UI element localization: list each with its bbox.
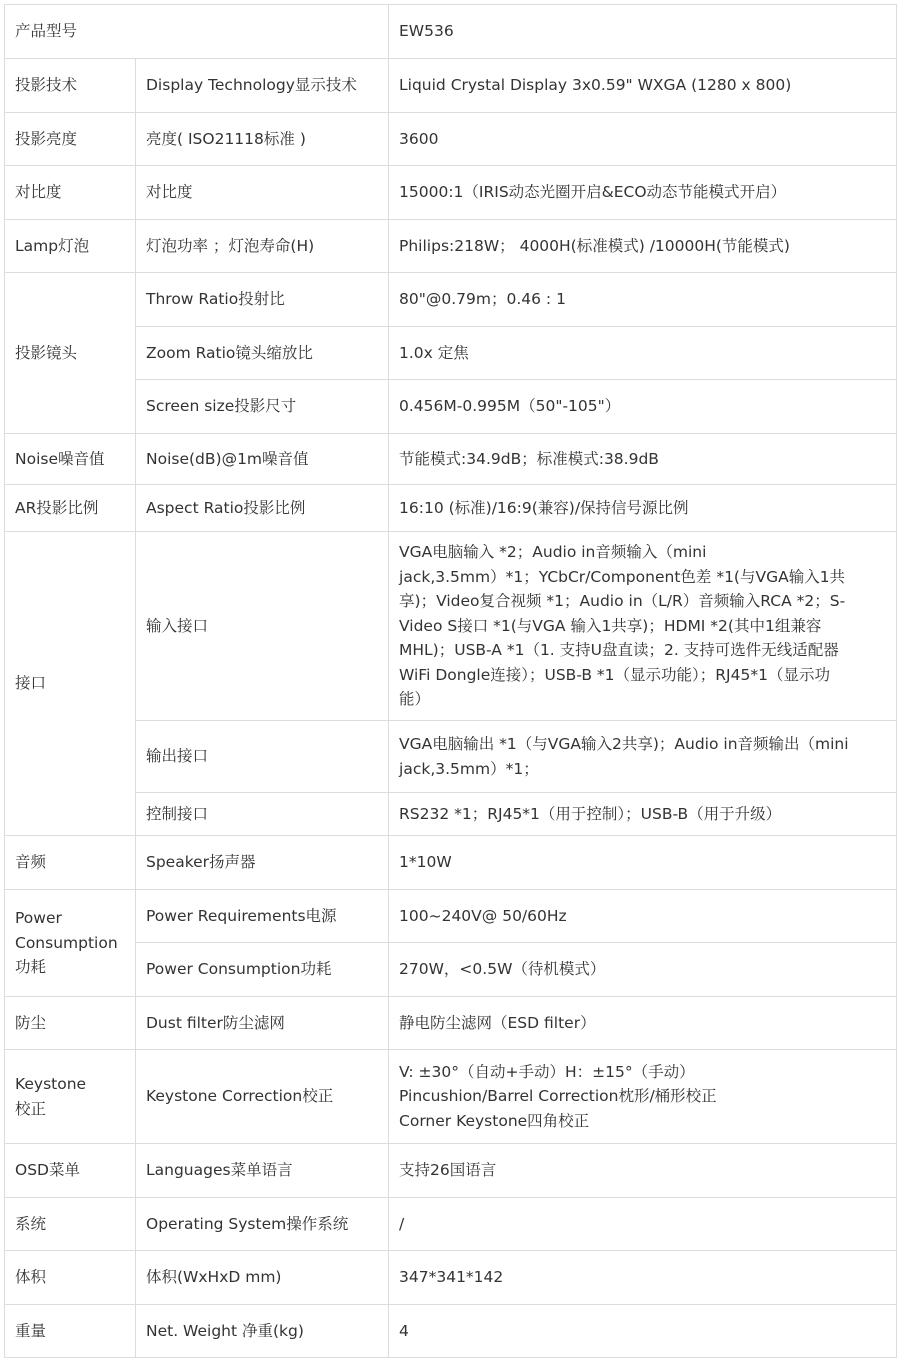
row-value: Liquid Crystal Display 3x0.59" WXGA (1280 x 800)	[389, 59, 897, 113]
table-row	[5, 220, 897, 273]
row-item: Keystone Correction校正	[136, 1050, 389, 1144]
row-item: Display Technology显示技术	[136, 59, 389, 113]
table-row	[5, 1305, 897, 1358]
table-row	[5, 943, 897, 997]
row-item: Languages菜单语言	[136, 1144, 389, 1198]
row-value: 80"@0.79m；0.46 : 1	[389, 273, 897, 327]
row-value: Philips:218W； 4000H(标准模式) /10000H(节能模式)	[389, 220, 897, 273]
row-value: 347*341*142	[389, 1251, 897, 1305]
row-category: 投影镜头	[5, 273, 136, 434]
table-row	[5, 997, 897, 1050]
row-item: Power Consumption功耗	[136, 943, 389, 997]
row-category: 防尘	[5, 997, 136, 1050]
row-category: OSD菜单	[5, 1144, 136, 1198]
table-row	[5, 836, 897, 890]
row-item: 输入接口	[136, 532, 389, 721]
row-value: V: ±30°（自动+手动）H：±15°（手动） Pincushion/Barrel Correction枕形/桶形校正 Corner Keystone四角校正	[389, 1050, 897, 1144]
table-row	[5, 59, 897, 113]
row-category: 系统	[5, 1198, 136, 1251]
row-category: Noise噪音值	[5, 434, 136, 485]
row-category: 接口	[5, 532, 136, 836]
row-value: RS232 *1；RJ45*1（用于控制）；USB-B（用于升级）	[389, 793, 897, 836]
table-row	[5, 890, 897, 943]
table-row	[5, 380, 897, 434]
row-item: Speaker扬声器	[136, 836, 389, 890]
row-category: Keystone 校正	[5, 1050, 136, 1144]
row-item: Net. Weight 净重(kg)	[136, 1305, 389, 1358]
row-value: /	[389, 1198, 897, 1251]
table-row	[5, 721, 897, 793]
row-value: VGA电脑输入 *2；Audio in音频输入（mini jack,3.5mm）*1；YCbCr/Component色差 *1(与VGA输入1共 享)；Video复合视频 *1；Audio in（L/R）音频输入RCA *2；S- Video S接口 *1(与VGA 输入1共享)；HDMI *2(其中1组兼容 MHL)；USB-A *1（1. 支持U盘直读；2. 支持可选件无线适配器 WiFi Dongle连接）；USB-B *1（显示功能）；RJ45*1（显示功 能）	[389, 532, 897, 721]
row-value: 支持26国语言	[389, 1144, 897, 1198]
table-row	[5, 485, 897, 532]
row-item: Dust filter防尘滤网	[136, 997, 389, 1050]
row-item: Zoom Ratio镜头缩放比	[136, 327, 389, 380]
row-value: 节能模式:34.9dB；标准模式:38.9dB	[389, 434, 897, 485]
table-row	[5, 1198, 897, 1251]
row-item: Operating System操作系统	[136, 1198, 389, 1251]
row-category: Power Consumption 功耗	[5, 890, 136, 997]
row-value: 1.0x 定焦	[389, 327, 897, 380]
table-row	[5, 434, 897, 485]
row-category: 投影技术	[5, 59, 136, 113]
spec-table	[4, 4, 897, 1358]
row-item: Throw Ratio投射比	[136, 273, 389, 327]
row-value: 静电防尘滤网（ESD filter）	[389, 997, 897, 1050]
row-category: Lamp灯泡	[5, 220, 136, 273]
table-row	[5, 1144, 897, 1198]
row-item: Power Requirements电源	[136, 890, 389, 943]
row-item: Noise(dB)@1m噪音值	[136, 434, 389, 485]
row-item: Screen size投影尺寸	[136, 380, 389, 434]
row-value: 4	[389, 1305, 897, 1358]
row-value: EW536	[389, 5, 897, 59]
row-value: 100~240V@ 50/60Hz	[389, 890, 897, 943]
table-row	[5, 793, 897, 836]
row-category: 重量	[5, 1305, 136, 1358]
row-category: 投影亮度	[5, 113, 136, 166]
row-item: 灯泡功率 ；灯泡寿命(H)	[136, 220, 389, 273]
row-value: VGA电脑输出 *1（与VGA输入2共享)；Audio in音频输出（mini jack,3.5mm）*1；	[389, 721, 897, 793]
row-item: 亮度( ISO21118标准 )	[136, 113, 389, 166]
table-row	[5, 166, 897, 220]
row-item: 对比度	[136, 166, 389, 220]
row-value: 0.456M-0.995M（50"-105"）	[389, 380, 897, 434]
row-item: 体积(WxHxD mm)	[136, 1251, 389, 1305]
row-item: 输出接口	[136, 721, 389, 793]
table-row	[5, 113, 897, 166]
row-value: 270W，<0.5W（待机模式）	[389, 943, 897, 997]
row-category: 音频	[5, 836, 136, 890]
row-item: Aspect Ratio投影比例	[136, 485, 389, 532]
row-category: 产品型号	[5, 5, 389, 59]
row-value: 15000:1（IRIS动态光圈开启&ECO动态节能模式开启）	[389, 166, 897, 220]
row-value: 1*10W	[389, 836, 897, 890]
row-value: 16:10 (标准)/16:9(兼容)/保持信号源比例	[389, 485, 897, 532]
table-row	[5, 5, 897, 59]
row-value: 3600	[389, 113, 897, 166]
table-row	[5, 273, 897, 327]
table-row	[5, 1251, 897, 1305]
row-item: 控制接口	[136, 793, 389, 836]
row-category: AR投影比例	[5, 485, 136, 532]
table-row	[5, 532, 897, 721]
table-row	[5, 1050, 897, 1144]
table-row	[5, 327, 897, 380]
row-category: 体积	[5, 1251, 136, 1305]
row-category: 对比度	[5, 166, 136, 220]
